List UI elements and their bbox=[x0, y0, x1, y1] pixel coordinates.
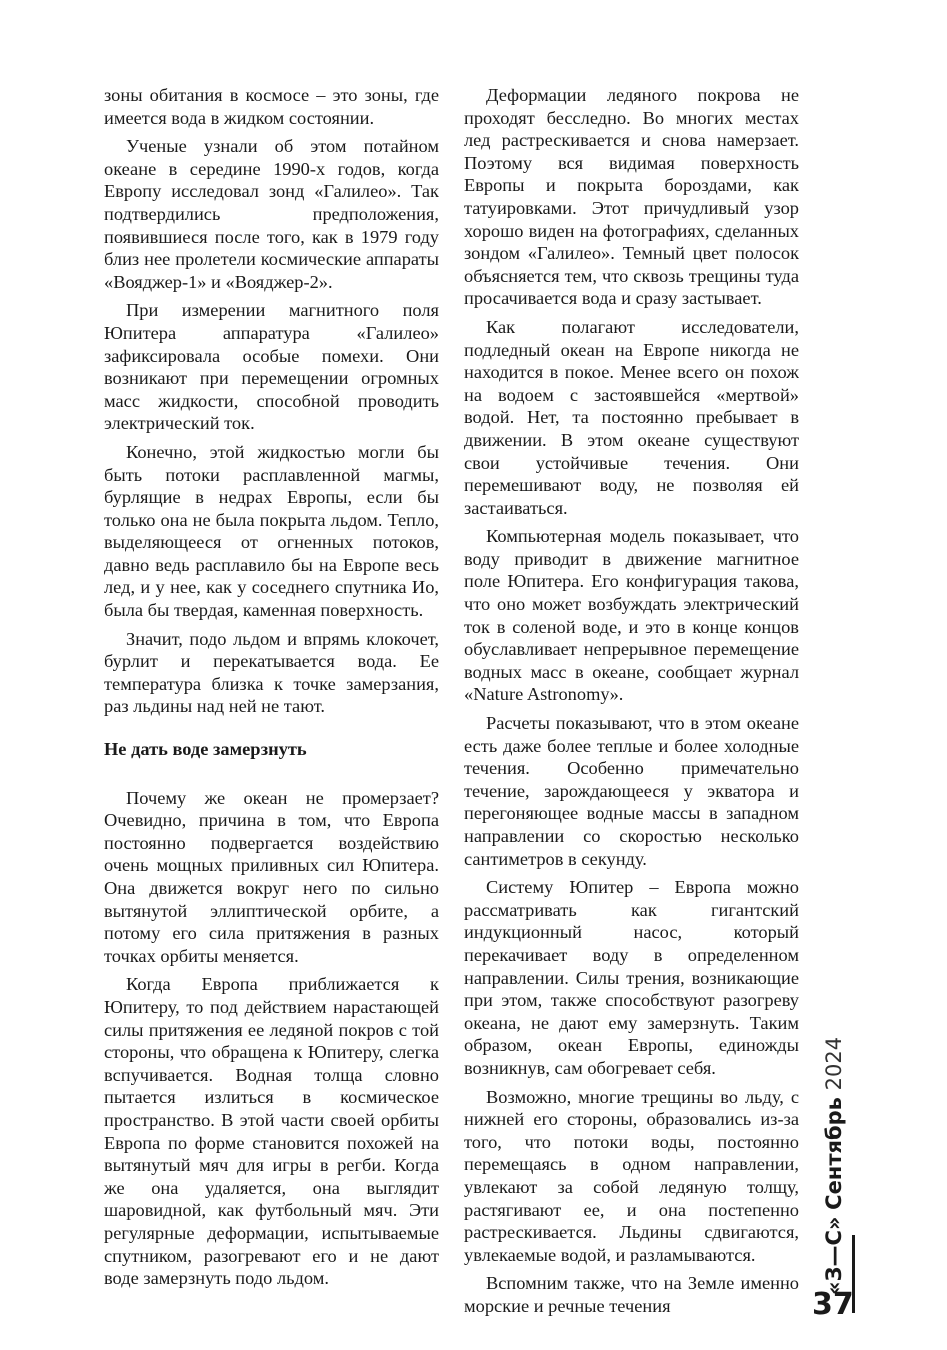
paragraph: Расчеты показывают, что в этом океане есть даже более теплые и более холодные течения. Особенно примечательно течение, зарождающееся у экватора и перегоняющее водные массы в западном направлении со скоростью несколько сантиметров в секунду. bbox=[464, 713, 799, 869]
paragraph: Когда Европа приближается к Юпитеру, то под действием нарастающей силы притяжения ее ледяной покров с той стороны, что обращена к Юпитеру, слегка вспучивается. Водная толща словно пытается излиться в космическое пространство. В этой части своей орбиты Европа по форме становится похожей на вытянутый мяч для игры в регби. Когда же она удаляется, она выглядит шаровидной, как футбольный мяч. Эти регулярные деформации, испытываемые спутником, разогревают его и не дают воде замерзнуть подо льдом. bbox=[104, 974, 439, 1289]
paragraph: Ученые узнали об этом потайном океане в середине 1990-х годов, когда Европу исследовал зонд «Галилео». Так подтвердились предположения, появившиеся после того, как в 1979 году близ нее пролетели космические аппараты «Вояджер-1» и «Вояджер-2». bbox=[104, 136, 439, 292]
magazine-name: «З—С» bbox=[822, 1216, 846, 1295]
paragraph: Систему Юпитер – Европа можно рассматривать как гигантский индукционный насос, который перекачивает воду в определенном направлении. Силы трения, возникающие при этом, также способствуют разогреву океана, не дают ему замерзнуть. Таким образом, океан Европы, единожды возникнув, сам обогревает себя. bbox=[464, 877, 799, 1078]
section-subheading: Не дать воде замерзнуть bbox=[104, 739, 307, 760]
paragraph: Почему же океан не промерзает? Очевидно, причина в том, что Европа постоянно подвергается воздействию очень мощных приливных сил Юпитера. Она движется вокруг него по сильно вытянутой эллиптической орбите, а потому его сила притяжения в разных точках орбиты меняется. bbox=[104, 787, 439, 966]
paragraph: Компьютерная модель показывает, что воду приводит в движение магнитное поле Юпитера. Его конфигурация такова, что оно может возбуждать электрический ток в соленой воде, и это в конце концов обуславливает непрерывное перемещение водных масс в океане, сообщает журнал «Nature Astronomy». bbox=[464, 526, 799, 705]
issue-month: Сентябрь bbox=[822, 1097, 846, 1210]
issue-sidebar bbox=[806, 1036, 858, 1300]
paragraph: При измерении магнитного поля Юпитера аппаратура «Галилео» зафиксировала особые помехи. Они возникают при перемещении огромных масс жидкости, способной проводить электрический ток. bbox=[104, 300, 439, 434]
paragraph: Возможно, многие трещины во льду, с нижней его стороны, образовались из-за того, что потоки воды, постоянно перемещаясь в одном направлении, увлекают за собой ледяную толщу, растягивают ее, и она постепенно растрескивается. Льдины сдвигаются, увлекаемые водой, и разламываются. bbox=[464, 1086, 799, 1265]
page-number: 37 bbox=[812, 1287, 854, 1322]
paragraph: Вспомним также, что на Земле именно морские и речные течения bbox=[464, 1273, 799, 1316]
left-column bbox=[104, 84, 439, 1296]
paragraph: Конечно, этой жидкостью могли бы быть потоки расплавленной магмы, бурлящие в недрах Европы, если бы только она не была покрыта льдом. Тепло, выделяющееся от огненных потоков, давно ведь расплавило бы на Европе весь лед, и у нее, как у соседнего спутника Ио, была бы твердая, каменная поверхность. bbox=[104, 441, 439, 621]
right-column bbox=[464, 84, 799, 1323]
issue-year: 2024 bbox=[822, 1036, 846, 1091]
paragraph: Значит, подо льдом и впрямь клокочет, бурлит и перекатывается вода. Ее температура близка к точке замерзания, раз льдины над ней не тают. bbox=[104, 628, 439, 717]
paragraph: Деформации ледяного покрова не проходят бесследно. Во многих местах лед растрескивается и снова намерзает. Поэтому вся видимая поверхность Европы и покрыта бороздами, как татуировками. Этот причудливый узор хорошо виден на фотографиях, сделанных зондом «Галилео». Темный цвет полосок объясняется тем, что сквозь трещины туда просачивается вода и сразу застывает. bbox=[464, 85, 799, 309]
paragraph: Как полагают исследователи, подледный океан на Европе никогда не находится в покое. Менее всего он похож на водоем с застоявшейся «мертвой» водой. Нет, та постоянно пребывает в движении. В этом океане существуют свои устойчивые течения. Они перемешивают воду, не позволяя ей застаиваться. bbox=[464, 316, 799, 518]
paragraph: зоны обитания в космосе – это зоны, где имеется вода в жидком состоянии. bbox=[104, 85, 439, 128]
issue-label bbox=[822, 1037, 846, 1295]
